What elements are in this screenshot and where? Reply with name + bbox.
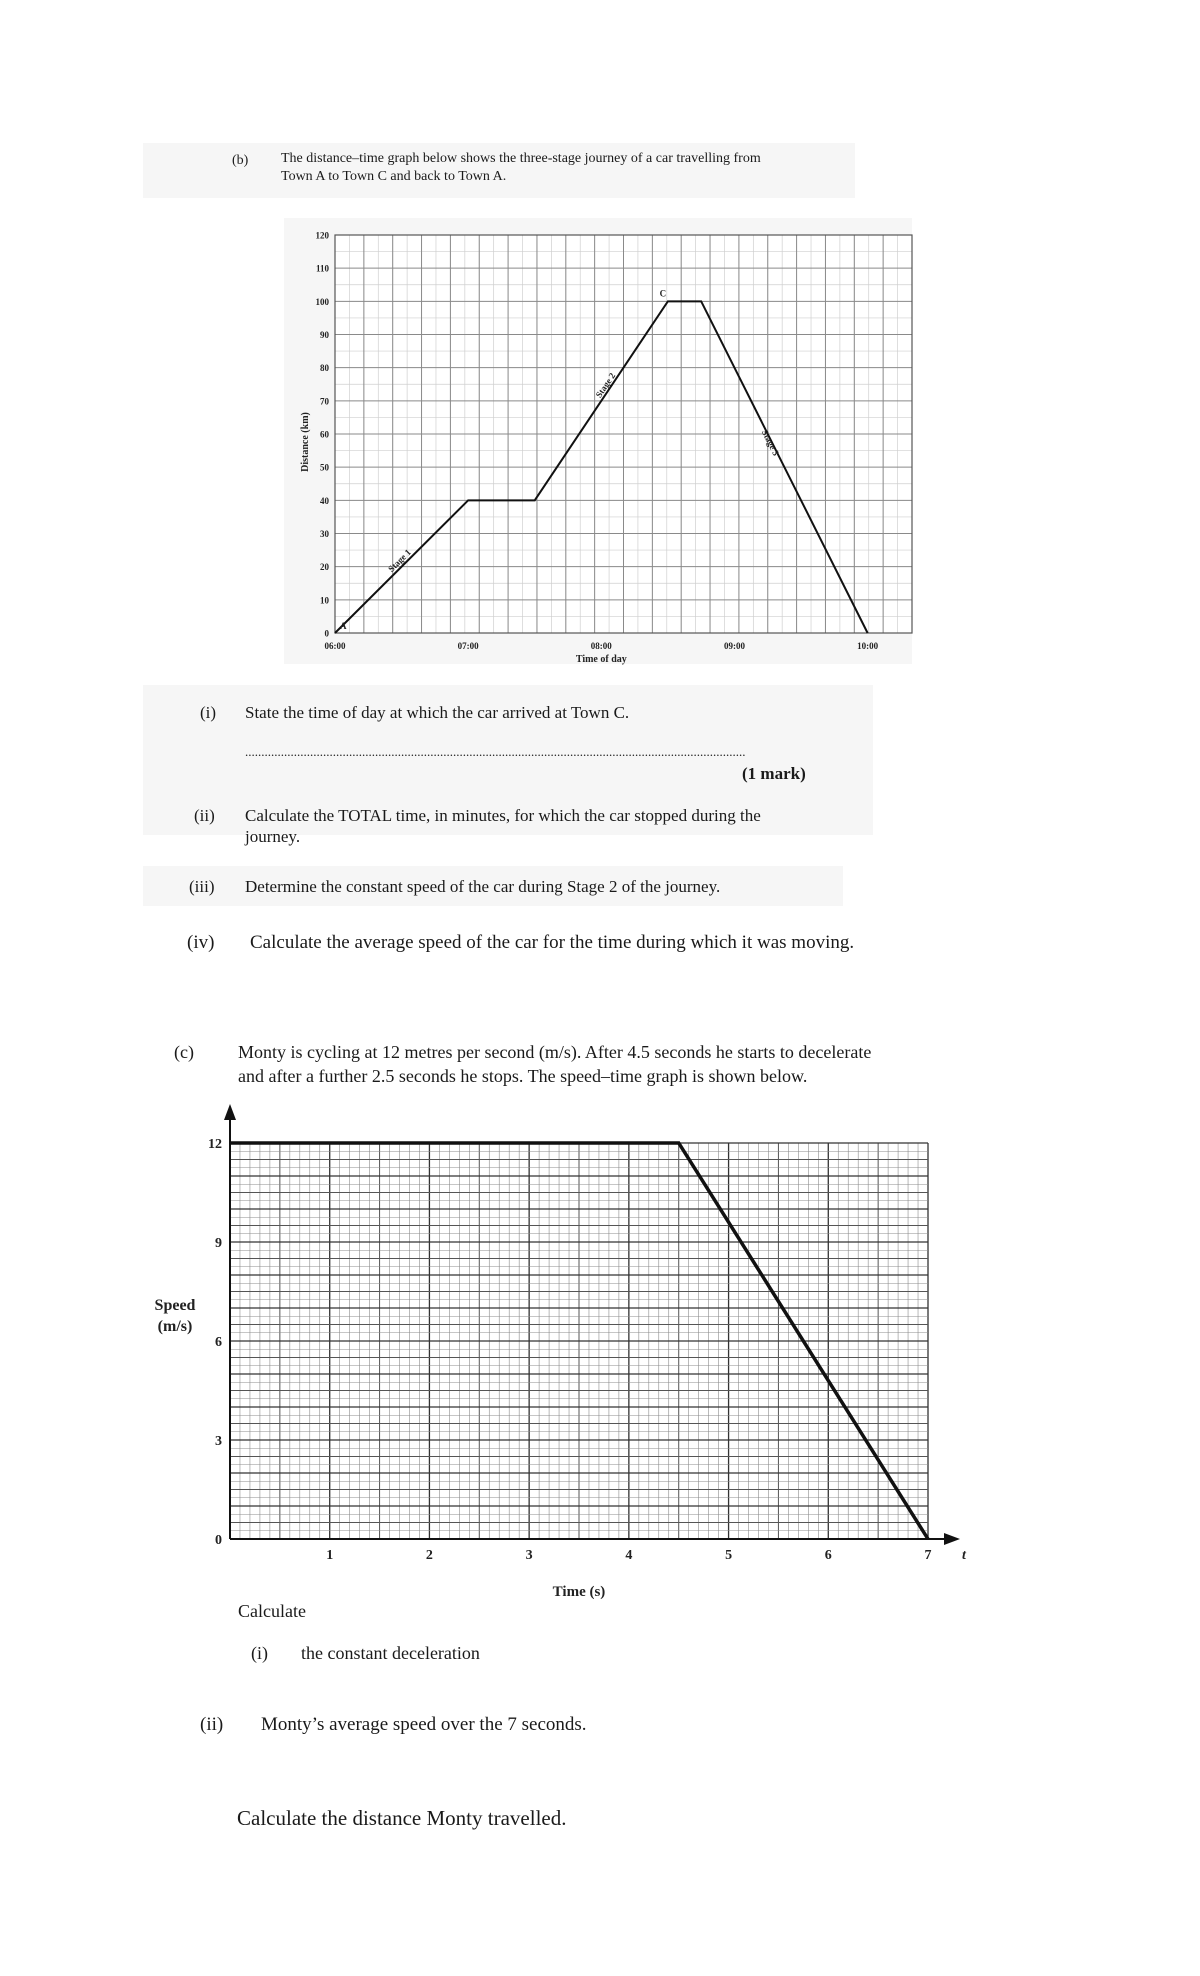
question-b-iii-text: Determine the constant speed of the car during Stage 2 of the journey. <box>245 877 721 896</box>
y-tick-label: 30 <box>320 529 329 539</box>
x-tick-label: 08:00 <box>590 641 612 651</box>
x-tick-label: 2 <box>425 1548 433 1563</box>
part-c-label: (c) <box>174 1042 194 1062</box>
question-b-ii-text <box>245 805 761 847</box>
x-tick-label: 6 <box>824 1548 832 1563</box>
question-c-i-text: the constant deceleration <box>301 1643 480 1663</box>
x-axis-title: Time of day <box>575 654 627 665</box>
question-b-iv-num: (iv) <box>187 932 215 953</box>
point-label-c: C <box>659 288 667 299</box>
question-c-ii-num: (ii) <box>200 1714 224 1735</box>
y-tick-label: 70 <box>320 396 329 407</box>
y-tick-label: 120 <box>315 230 329 241</box>
part-c-intro <box>238 1040 871 1088</box>
question-b-i-num: (i) <box>200 703 217 722</box>
x-tick-label: 7 <box>924 1548 932 1563</box>
final-question: Calculate the distance Monty travelled. <box>237 1806 567 1830</box>
y-axis-title: Distance (km) <box>300 412 311 472</box>
y-tick-label: 40 <box>320 495 329 506</box>
x-tick-label: 10:00 <box>857 641 879 651</box>
y-tick-label: 12 <box>208 1137 222 1152</box>
y-tick-label: 6 <box>215 1335 222 1350</box>
x-axis-title: Time (s) <box>552 1584 606 1600</box>
y-tick-label: 0 <box>324 628 329 639</box>
question-b-iii-num: (iii) <box>189 877 215 896</box>
x-tick-label: 1 <box>326 1548 334 1563</box>
y-axis-arrow <box>224 1104 236 1120</box>
x-tick-label: 07:00 <box>457 641 479 651</box>
y-tick-label: 0 <box>215 1533 222 1548</box>
part-c-intro-line2: and after a further 2.5 seconds he stops. The speed–time graph is shown below. <box>238 1066 808 1086</box>
part-c-intro-line1: Monty is cycling at 12 metres per second (m/s). After 4.5 seconds he starts to decelerate <box>238 1042 872 1062</box>
part-b-label: (b) <box>232 153 249 168</box>
x-tick-label: 09:00 <box>723 641 745 651</box>
y-tick-label: 10 <box>320 595 329 606</box>
x-tick-label: 4 <box>625 1548 633 1563</box>
question-b-ii-line2: journey. <box>245 827 301 846</box>
question-b-ii-line1: Calculate the TOTAL time, in minutes, for which the car stopped during the <box>245 806 761 825</box>
x-tick-label: 5 <box>725 1548 733 1563</box>
y-tick-label: 90 <box>320 330 329 340</box>
y-axis-title-line1: Speed <box>154 1297 196 1314</box>
question-c-ii-text: Monty’s average speed over the 7 seconds. <box>261 1714 587 1735</box>
question-b-iv-text: Calculate the average speed of the car for the time during which it was moving. <box>250 932 855 953</box>
speed-time-chart <box>140 1100 970 1600</box>
y-tick-label: 9 <box>215 1236 222 1251</box>
distance-time-chart <box>280 218 920 670</box>
y-tick-label: 60 <box>320 429 329 440</box>
y-tick-label: 110 <box>315 263 329 274</box>
y-tick-label: 20 <box>320 562 329 573</box>
y-axis-title-line2: (m/s) <box>157 1318 193 1335</box>
segment-label-stage-1: Stage 1 <box>386 547 413 574</box>
segment-label-stage-3: Stage 3 <box>759 428 782 458</box>
question-b-ii-num: (ii) <box>194 806 215 825</box>
part-b-intro-line1: The distance–time graph below shows the three-stage journey of a car travelling from <box>281 151 761 166</box>
part-b-intro <box>281 150 761 186</box>
question-b-i-text: State the time of day at which the car arrived at Town C. <box>245 703 630 722</box>
y-tick-label: 100 <box>315 296 329 307</box>
x-tick-label: 06:00 <box>324 641 346 651</box>
part-b-intro-line2: Town A to Town C and back to Town A. <box>281 169 507 184</box>
point-label-a: A <box>340 621 347 631</box>
x-axis-letter: t <box>962 1548 966 1563</box>
segment-label-stage-2: Stage 2 <box>593 370 618 400</box>
answer-line: .......................................................................................................................................................... <box>245 744 746 759</box>
question-c-i-num: (i) <box>251 1643 268 1663</box>
x-tick-label: 3 <box>525 1548 533 1563</box>
y-tick-label: 80 <box>320 363 329 374</box>
x-axis-arrow <box>944 1533 960 1545</box>
y-tick-label: 50 <box>320 462 329 473</box>
y-tick-label: 3 <box>215 1434 222 1449</box>
mark-allocation: (1 mark) <box>742 764 806 783</box>
calculate-label: Calculate <box>238 1601 306 1621</box>
